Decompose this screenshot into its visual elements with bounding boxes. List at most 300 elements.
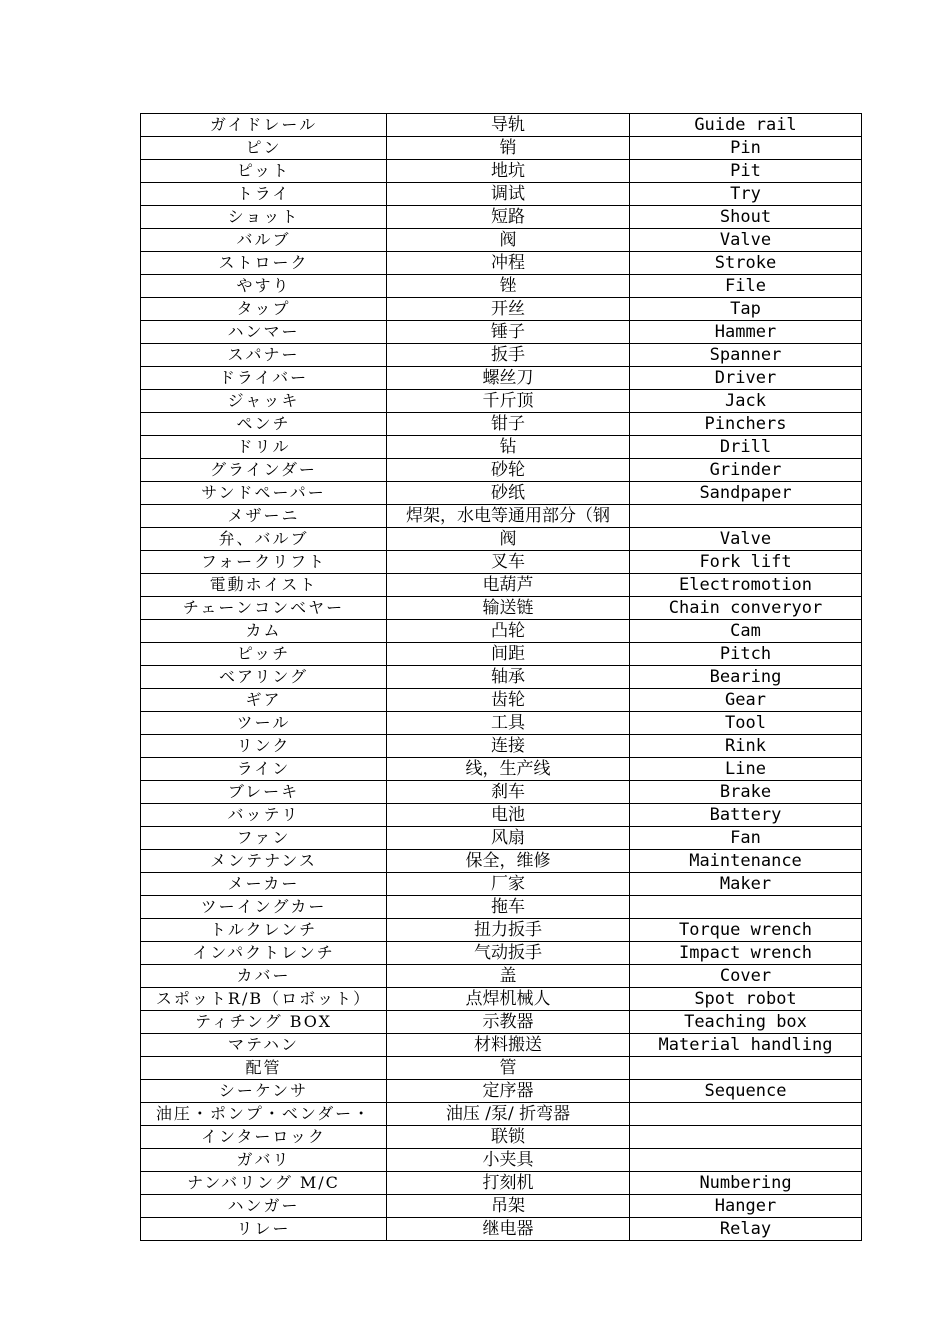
chinese-term: 线，生产线: [465, 759, 551, 779]
english-term: Impact wrench: [678, 943, 813, 963]
chinese-term: 联锁: [491, 1127, 525, 1147]
chinese-term-cell: [387, 942, 630, 965]
japanese-term: バルブ: [236, 230, 291, 249]
japanese-term: タップ: [236, 299, 291, 318]
japanese-term-cell: [141, 344, 387, 367]
english-term-cell: [630, 321, 862, 344]
english-term-cell: [630, 919, 862, 942]
japanese-term: ベアリング: [218, 667, 309, 686]
japanese-term: ハンマー: [227, 322, 300, 341]
japanese-term: メンテナンス: [210, 851, 317, 870]
english-term-cell: [630, 413, 862, 436]
english-term: Pin: [730, 138, 761, 158]
chinese-term: 示教器: [482, 1012, 534, 1032]
table-row: [141, 689, 862, 712]
english-term-cell: [630, 1034, 862, 1057]
chinese-term: 千斤顶: [482, 391, 534, 411]
chinese-term: 扭力扳手: [474, 920, 542, 940]
chinese-term-cell: [387, 574, 630, 597]
japanese-term-cell: [141, 413, 387, 436]
chinese-term: 吊架: [491, 1196, 525, 1216]
chinese-term-cell: [387, 137, 630, 160]
chinese-term: 开丝: [491, 299, 525, 319]
japanese-term-cell: [141, 1172, 387, 1195]
english-term: Pitch: [719, 644, 772, 664]
english-term-cell: [630, 735, 862, 758]
english-term-cell: [630, 1172, 862, 1195]
japanese-term: 電動ホイスト: [209, 575, 318, 594]
english-term-cell: [630, 114, 862, 137]
english-term: Spot robot: [694, 989, 797, 1009]
chinese-term: 打刻机: [482, 1173, 534, 1193]
japanese-term: ジャッキ: [227, 391, 300, 410]
japanese-term-cell: [141, 160, 387, 183]
japanese-term-cell: [141, 896, 387, 919]
japanese-term-cell: [141, 597, 387, 620]
chinese-term-cell: [387, 482, 630, 505]
japanese-term-cell: [141, 666, 387, 689]
english-term-cell: [630, 988, 862, 1011]
english-term: Driver: [714, 368, 777, 388]
english-term-cell: [630, 1218, 862, 1241]
table-row: [141, 551, 862, 574]
chinese-term-cell: [387, 321, 630, 344]
chinese-term: 导轨: [491, 115, 525, 135]
english-term-cell: [630, 758, 862, 781]
chinese-term-cell: [387, 206, 630, 229]
table-row: [141, 436, 862, 459]
japanese-term-cell: [141, 137, 387, 160]
chinese-term: 钳子: [491, 414, 525, 434]
japanese-term: メーカー: [227, 874, 300, 893]
english-term: Material handling: [658, 1035, 833, 1055]
chinese-term: 砂轮: [491, 460, 525, 480]
table-row: [141, 1218, 862, 1241]
chinese-term: 砂纸: [491, 483, 525, 503]
japanese-term: バッテリ: [227, 805, 300, 824]
english-term-cell: [630, 275, 862, 298]
english-term: Pit: [730, 161, 761, 181]
table-row: [141, 804, 862, 827]
chinese-term-cell: [387, 298, 630, 321]
japanese-term-cell: [141, 1149, 387, 1172]
english-term-cell: [630, 298, 862, 321]
table-row: [141, 459, 862, 482]
english-term-cell: [630, 436, 862, 459]
chinese-term: 保全，维修: [465, 851, 551, 871]
japanese-term-cell: [141, 1218, 387, 1241]
chinese-term-cell: [387, 1057, 630, 1080]
english-term-cell: [630, 1149, 862, 1172]
english-term-cell: [630, 206, 862, 229]
english-term-cell: [630, 712, 862, 735]
japanese-term-cell: [141, 965, 387, 988]
chinese-term-cell: [387, 781, 630, 804]
english-term: Hanger: [714, 1196, 777, 1216]
japanese-term: フォークリフト: [200, 552, 327, 571]
chinese-term: 轴承: [491, 667, 525, 687]
japanese-term: ギア: [245, 690, 282, 709]
japanese-term-cell: [141, 1103, 387, 1126]
japanese-term-cell: [141, 850, 387, 873]
table-row: [141, 390, 862, 413]
english-term-cell: [630, 137, 862, 160]
chinese-term: 点焊机械人: [465, 989, 551, 1009]
chinese-term-cell: [387, 804, 630, 827]
chinese-term-cell: [387, 666, 630, 689]
english-term: Bearing: [709, 667, 782, 687]
english-term-cell: [630, 367, 862, 390]
table-row: [141, 1057, 862, 1080]
english-term-cell: [630, 689, 862, 712]
english-term: Grinder: [709, 460, 782, 480]
english-term: Line: [725, 759, 766, 779]
english-term: Tool: [725, 713, 766, 733]
chinese-term-cell: [387, 436, 630, 459]
chinese-term-cell: [387, 1126, 630, 1149]
english-term-cell: [630, 896, 862, 919]
chinese-term-cell: [387, 735, 630, 758]
english-term-cell: [630, 1080, 862, 1103]
japanese-term: 弁、バルブ: [218, 529, 309, 548]
english-term: Stroke: [714, 253, 777, 273]
english-term-cell: [630, 965, 862, 988]
japanese-term-cell: [141, 436, 387, 459]
japanese-term-cell: [141, 735, 387, 758]
japanese-term: ドライバー: [218, 368, 309, 387]
english-term: Valve: [719, 529, 772, 549]
japanese-term-cell: [141, 1011, 387, 1034]
japanese-term: スポットR/B（ロボット）: [155, 989, 372, 1008]
english-term-cell: [630, 551, 862, 574]
japanese-term: ツール: [236, 713, 291, 732]
chinese-term-cell: [387, 275, 630, 298]
chinese-term: 小夹具: [482, 1150, 534, 1170]
japanese-term: ピッチ: [236, 644, 291, 663]
japanese-term-cell: [141, 1080, 387, 1103]
english-term: Chain converyor: [668, 598, 823, 618]
table-row: [141, 275, 862, 298]
english-term-cell: [630, 528, 862, 551]
table-row: [141, 505, 862, 528]
english-term: Pinchers: [704, 414, 787, 434]
chinese-term-cell: [387, 643, 630, 666]
japanese-term-cell: [141, 942, 387, 965]
english-term: Spanner: [709, 345, 782, 365]
table-row: [141, 298, 862, 321]
english-term-cell: [630, 643, 862, 666]
japanese-term: カバー: [236, 966, 291, 985]
japanese-term-cell: [141, 252, 387, 275]
japanese-term: カム: [245, 621, 282, 640]
japanese-term: トルクレンチ: [209, 920, 318, 939]
english-term: Brake: [719, 782, 772, 802]
english-term-cell: [630, 827, 862, 850]
japanese-term-cell: [141, 298, 387, 321]
glossary-body: [141, 114, 862, 1241]
chinese-term: 锤子: [491, 322, 525, 342]
chinese-term: 管: [499, 1058, 517, 1078]
english-term-cell: [630, 1011, 862, 1034]
chinese-term: 凸轮: [491, 621, 525, 641]
japanese-term: ドリル: [236, 437, 291, 456]
english-term-cell: [630, 1103, 862, 1126]
chinese-term-cell: [387, 528, 630, 551]
chinese-term-cell: [387, 229, 630, 252]
english-term-cell: [630, 390, 862, 413]
chinese-term-cell: [387, 551, 630, 574]
chinese-term-cell: [387, 390, 630, 413]
english-term: File: [725, 276, 766, 296]
chinese-term: 定序器: [482, 1081, 534, 1101]
chinese-term: 叉车: [491, 552, 525, 572]
chinese-term-cell: [387, 712, 630, 735]
english-term: Fork lift: [699, 552, 792, 572]
table-row: [141, 597, 862, 620]
japanese-term-cell: [141, 781, 387, 804]
english-term: Tap: [730, 299, 761, 319]
japanese-term: リレー: [236, 1219, 291, 1238]
japanese-term-cell: [141, 804, 387, 827]
english-term-cell: [630, 942, 862, 965]
japanese-term: ハンガー: [227, 1196, 300, 1215]
english-term-cell: [630, 1057, 862, 1080]
chinese-term-cell: [387, 505, 630, 528]
english-term-cell: [630, 459, 862, 482]
japanese-term-cell: [141, 459, 387, 482]
japanese-term-cell: [141, 482, 387, 505]
english-term: Guide rail: [694, 115, 797, 135]
table-row: [141, 735, 862, 758]
table-row: [141, 321, 862, 344]
chinese-term-cell: [387, 1080, 630, 1103]
chinese-term-cell: [387, 597, 630, 620]
table-row: [141, 1195, 862, 1218]
english-term-cell: [630, 482, 862, 505]
japanese-term-cell: [141, 758, 387, 781]
english-term: Rink: [725, 736, 766, 756]
japanese-term: ライン: [236, 759, 291, 778]
chinese-term-cell: [387, 344, 630, 367]
japanese-term: マテハン: [227, 1035, 300, 1054]
table-row: [141, 666, 862, 689]
japanese-term-cell: [141, 988, 387, 1011]
english-term-cell: [630, 597, 862, 620]
chinese-term-cell: [387, 1103, 630, 1126]
table-row: [141, 114, 862, 137]
japanese-term: ショット: [227, 207, 300, 226]
japanese-term-cell: [141, 620, 387, 643]
table-row: [141, 413, 862, 436]
glossary-table: [140, 113, 862, 1241]
chinese-term: 短路: [491, 207, 525, 227]
chinese-term: 锉: [499, 276, 517, 296]
table-row: [141, 643, 862, 666]
chinese-term: 冲程: [491, 253, 525, 273]
japanese-term-cell: [141, 873, 387, 896]
chinese-term-cell: [387, 896, 630, 919]
chinese-term: 螺丝刀: [482, 368, 534, 388]
chinese-term: 阀: [499, 529, 517, 549]
japanese-term: ファン: [236, 828, 291, 847]
chinese-term-cell: [387, 850, 630, 873]
chinese-term: 间距: [491, 644, 525, 664]
chinese-term: 扳手: [491, 345, 525, 365]
chinese-term-cell: [387, 1149, 630, 1172]
table-row: [141, 183, 862, 206]
english-term: Maker: [719, 874, 772, 894]
japanese-term-cell: [141, 321, 387, 344]
english-term: Torque wrench: [678, 920, 813, 940]
japanese-term-cell: [141, 1126, 387, 1149]
english-term: Sequence: [704, 1081, 787, 1101]
table-row: [141, 1149, 862, 1172]
table-row: [141, 528, 862, 551]
english-term-cell: [630, 620, 862, 643]
english-term: Relay: [719, 1219, 772, 1239]
table-row: [141, 482, 862, 505]
english-term: Electromotion: [678, 575, 813, 595]
table-row: [141, 574, 862, 597]
english-term-cell: [630, 1195, 862, 1218]
chinese-term-cell: [387, 459, 630, 482]
japanese-term-cell: [141, 1195, 387, 1218]
japanese-term-cell: [141, 574, 387, 597]
chinese-term-cell: [387, 1218, 630, 1241]
japanese-term-cell: [141, 229, 387, 252]
english-term-cell: [630, 574, 862, 597]
table-row: [141, 1034, 862, 1057]
japanese-term-cell: [141, 528, 387, 551]
chinese-term-cell: [387, 988, 630, 1011]
japanese-term: ピット: [236, 161, 291, 180]
table-row: [141, 712, 862, 735]
english-term: Battery: [709, 805, 782, 825]
chinese-term: 连接: [491, 736, 525, 756]
table-row: [141, 1080, 862, 1103]
english-term-cell: [630, 804, 862, 827]
table-row: [141, 1172, 862, 1195]
japanese-term-cell: [141, 827, 387, 850]
english-term: Sandpaper: [699, 483, 792, 503]
japanese-term-cell: [141, 275, 387, 298]
japanese-term: ナンバリング M/C: [187, 1173, 340, 1192]
japanese-term: サンドペーパー: [201, 483, 326, 502]
english-term-cell: [630, 850, 862, 873]
chinese-term-cell: [387, 367, 630, 390]
english-term: Fan: [730, 828, 761, 848]
chinese-term-cell: [387, 160, 630, 183]
english-term: Try: [730, 184, 761, 204]
english-term: Jack: [725, 391, 766, 411]
chinese-term: 盖: [499, 966, 517, 986]
chinese-term-cell: [387, 827, 630, 850]
japanese-term-cell: [141, 367, 387, 390]
japanese-term-cell: [141, 1034, 387, 1057]
japanese-term: チェーンコンベヤー: [182, 598, 345, 617]
chinese-term: 输送链: [482, 598, 534, 618]
english-term-cell: [630, 505, 862, 528]
english-term-cell: [630, 183, 862, 206]
chinese-term-cell: [387, 689, 630, 712]
table-row: [141, 344, 862, 367]
japanese-term-cell: [141, 1057, 387, 1080]
english-term: Teaching box: [684, 1012, 807, 1032]
japanese-term-cell: [141, 919, 387, 942]
japanese-term: 油圧・ポンプ・ベンダー・: [155, 1104, 372, 1123]
japanese-term: トライ: [236, 184, 291, 203]
japanese-term-cell: [141, 712, 387, 735]
english-term-cell: [630, 1126, 862, 1149]
japanese-term: ブレーキ: [227, 782, 300, 801]
table-row: [141, 137, 862, 160]
japanese-term: ペンチ: [236, 414, 291, 433]
japanese-term: インターロック: [200, 1127, 327, 1146]
english-term-cell: [630, 252, 862, 275]
japanese-term: シーケンサ: [218, 1081, 309, 1100]
japanese-term: ティチング BOX: [195, 1012, 332, 1031]
chinese-term: 地坑: [491, 161, 525, 181]
english-term-cell: [630, 781, 862, 804]
chinese-term-cell: [387, 1195, 630, 1218]
chinese-term: 电葫芦: [482, 575, 534, 595]
japanese-term: ガバリ: [236, 1150, 291, 1169]
japanese-term: リンク: [236, 736, 291, 755]
chinese-term: 焊架，水电等通用部分（钢: [406, 506, 610, 526]
japanese-term-cell: [141, 505, 387, 528]
table-row: [141, 252, 862, 275]
table-row: [141, 229, 862, 252]
table-row: [141, 873, 862, 896]
japanese-term-cell: [141, 114, 387, 137]
chinese-term: 材料搬送: [474, 1035, 542, 1055]
chinese-term: 继电器: [482, 1219, 534, 1239]
english-term: Cover: [719, 966, 772, 986]
japanese-term: メザーニ: [227, 506, 300, 525]
chinese-term: 齿轮: [491, 690, 525, 710]
chinese-term: 厂家: [491, 874, 525, 894]
english-term: Drill: [719, 437, 772, 457]
japanese-term: ツーイングカー: [200, 897, 327, 916]
japanese-term-cell: [141, 183, 387, 206]
chinese-term: 销: [499, 138, 517, 158]
chinese-term: 油压 /泵/ 折弯器: [445, 1104, 571, 1124]
table-row: [141, 1103, 862, 1126]
table-row: [141, 896, 862, 919]
japanese-term: スパナー: [227, 345, 300, 364]
table-row: [141, 367, 862, 390]
english-term-cell: [630, 229, 862, 252]
table-row: [141, 1011, 862, 1034]
english-term: Valve: [719, 230, 772, 250]
chinese-term: 刹车: [491, 782, 525, 802]
chinese-term: 电池: [491, 805, 525, 825]
english-term: Maintenance: [689, 851, 802, 871]
chinese-term-cell: [387, 620, 630, 643]
table-row: [141, 781, 862, 804]
japanese-term-cell: [141, 390, 387, 413]
chinese-term-cell: [387, 965, 630, 988]
english-term-cell: [630, 666, 862, 689]
japanese-term-cell: [141, 206, 387, 229]
chinese-term: 调试: [491, 184, 525, 204]
chinese-term-cell: [387, 1011, 630, 1034]
english-term: Shout: [719, 207, 772, 227]
japanese-term: ピン: [245, 138, 282, 157]
table-row: [141, 988, 862, 1011]
japanese-term: やすり: [236, 276, 291, 295]
table-row: [141, 965, 862, 988]
